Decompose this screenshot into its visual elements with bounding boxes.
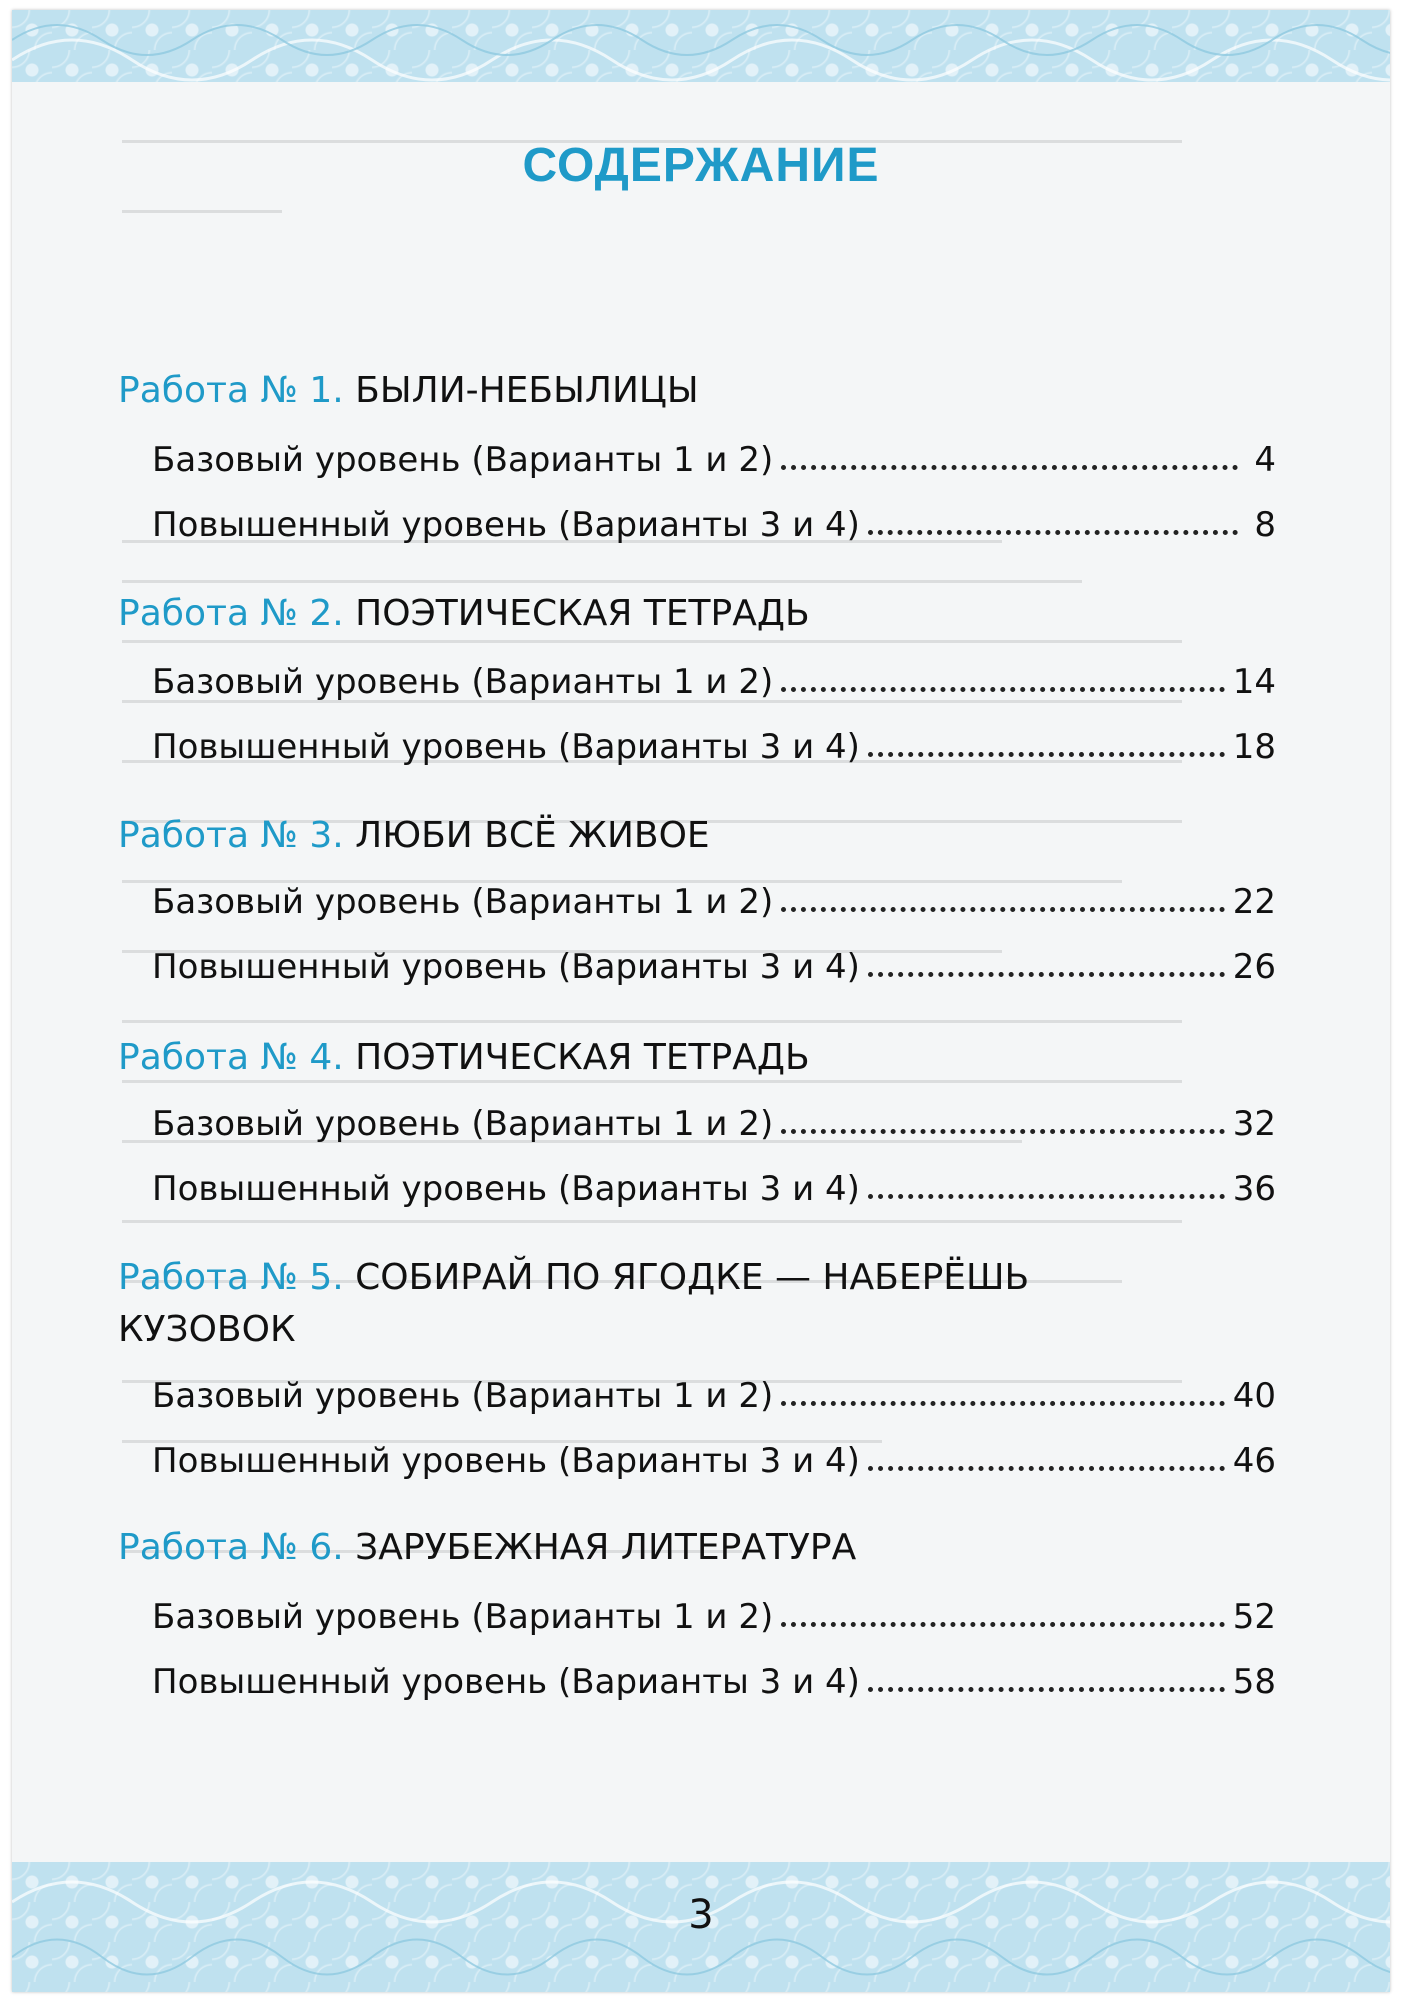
section-name: СОБИРАЙ ПО ЯГОДКЕ — НАБЕРЁШЬ КУЗОВОК — [118, 1257, 1030, 1350]
section-label: Работа № 6. — [118, 1527, 344, 1568]
section-name: ЗАРУБЕЖНАЯ ЛИТЕРАТУРА — [355, 1527, 857, 1568]
toc-entry[interactable] — [152, 1376, 1276, 1416]
entry-text: Базовый уровень (Варианты 1 и 2) — [152, 440, 774, 480]
toc-entry[interactable] — [152, 727, 1276, 767]
entry-page: 58 — [1232, 1662, 1276, 1702]
entry-text: Повышенный уровень (Варианты 3 и 4) — [152, 505, 860, 545]
toc-section-6[interactable] — [118, 1522, 1218, 1574]
section-label: Работа № 4. — [118, 1037, 344, 1078]
dot-leader — [868, 1687, 1225, 1692]
entry-text: Повышенный уровень (Варианты 3 и 4) — [152, 1169, 860, 1209]
toc-section-5[interactable] — [118, 1252, 1198, 1356]
dot-leader — [781, 1129, 1225, 1134]
section-label: Работа № 2. — [118, 593, 344, 634]
entry-page: 22 — [1232, 882, 1276, 922]
toc-entry[interactable] — [152, 505, 1276, 545]
entry-text: Базовый уровень (Варианты 1 и 2) — [152, 882, 774, 922]
page-number: 3 — [688, 1892, 714, 1938]
dot-leader — [781, 907, 1225, 912]
entry-page: 40 — [1232, 1376, 1276, 1416]
section-label: Работа № 1. — [118, 370, 344, 411]
dot-leader — [868, 1466, 1225, 1471]
section-name: ПОЭТИЧЕСКАЯ ТЕТРАДЬ — [355, 593, 810, 634]
section-label: Работа № 3. — [118, 815, 344, 856]
dot-leader — [781, 1401, 1225, 1406]
toc-section-2[interactable] — [118, 588, 1218, 640]
entry-page: 14 — [1232, 662, 1276, 702]
entry-page: 36 — [1232, 1169, 1276, 1209]
entry-text: Базовый уровень (Варианты 1 и 2) — [152, 662, 774, 702]
section-name: БЫЛИ-НЕБЫЛИЦЫ — [355, 370, 699, 411]
toc-entry[interactable] — [152, 1169, 1276, 1209]
dot-leader — [781, 465, 1238, 470]
entry-text: Базовый уровень (Варианты 1 и 2) — [152, 1104, 774, 1144]
section-name: ЛЮБИ ВСЁ ЖИВОЕ — [355, 815, 710, 856]
entry-page: 26 — [1232, 947, 1276, 987]
dot-leader — [868, 1194, 1225, 1199]
entry-page: 18 — [1232, 727, 1276, 767]
toc-entry[interactable] — [152, 440, 1276, 480]
book-page — [12, 10, 1390, 1992]
page-title: СОДЕРЖАНИЕ — [522, 139, 880, 192]
toc-entry[interactable] — [152, 1104, 1276, 1144]
entry-page: 46 — [1232, 1441, 1276, 1481]
entry-page: 8 — [1254, 505, 1276, 545]
toc-entry[interactable] — [152, 882, 1276, 922]
toc-entry[interactable] — [152, 662, 1276, 702]
entry-page: 4 — [1254, 440, 1276, 480]
dot-leader — [781, 687, 1225, 692]
entry-text: Повышенный уровень (Варианты 3 и 4) — [152, 947, 860, 987]
toc-section-1[interactable] — [118, 365, 1218, 417]
toc-entry[interactable] — [152, 1662, 1276, 1702]
entry-text: Базовый уровень (Варианты 1 и 2) — [152, 1376, 774, 1416]
table-of-contents — [12, 10, 1390, 1992]
toc-section-4[interactable] — [118, 1032, 1218, 1084]
dot-leader — [868, 752, 1225, 757]
entry-page: 52 — [1232, 1597, 1276, 1637]
entry-text: Повышенный уровень (Варианты 3 и 4) — [152, 1662, 860, 1702]
toc-section-3[interactable] — [118, 810, 1218, 862]
entry-text: Базовый уровень (Варианты 1 и 2) — [152, 1597, 774, 1637]
section-name: ПОЭТИЧЕСКАЯ ТЕТРАДЬ — [355, 1037, 810, 1078]
entry-text: Повышенный уровень (Варианты 3 и 4) — [152, 727, 860, 767]
toc-entry[interactable] — [152, 1441, 1276, 1481]
dot-leader — [781, 1622, 1225, 1627]
entry-page: 32 — [1232, 1104, 1276, 1144]
toc-entry[interactable] — [152, 1597, 1276, 1637]
section-label: Работа № 5. — [118, 1257, 344, 1298]
dot-leader — [868, 530, 1238, 535]
toc-entry[interactable] — [152, 947, 1276, 987]
entry-text: Повышенный уровень (Варианты 3 и 4) — [152, 1441, 860, 1481]
dot-leader — [868, 972, 1225, 977]
